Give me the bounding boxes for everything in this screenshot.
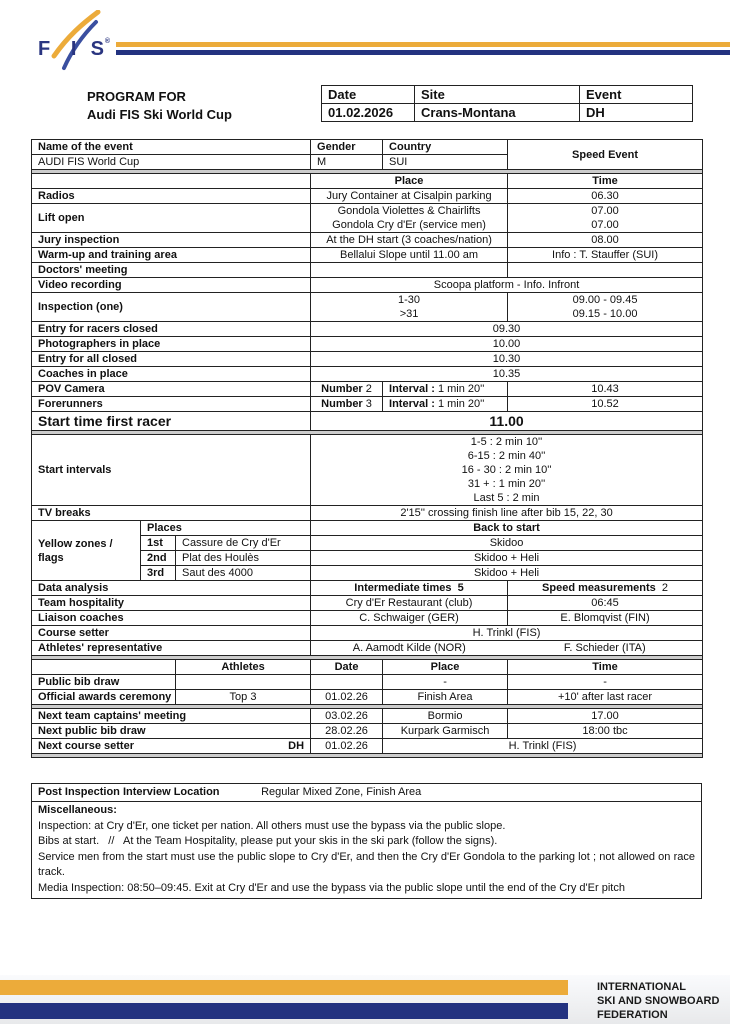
zone-place: Cassure de Cry d'Er <box>176 536 311 551</box>
row-time: 17.00 <box>508 709 703 724</box>
table-row <box>32 233 703 248</box>
country-value: SUI <box>383 155 508 170</box>
event-name-value: AUDI FIS World Cup <box>32 155 311 170</box>
table-row <box>32 322 703 337</box>
row-time: 18:00 tbc <box>508 724 703 739</box>
row-label: Public bib draw <box>32 675 176 690</box>
row-place: Cry d'Er Restaurant (club) <box>311 596 508 611</box>
tv-breaks-label: TV breaks <box>32 506 311 521</box>
misc-line: Service men from the start must use the public slope to Cry d'Er, and then the Cry d'Er Gondola to the parking lot ; not allowed on race track. <box>38 850 695 878</box>
date-header: Date <box>311 660 383 675</box>
schedule-header-row <box>32 174 703 189</box>
table-row <box>32 397 703 412</box>
row-place: Finish Area <box>383 690 508 705</box>
tv-breaks-row <box>32 506 703 521</box>
table-row <box>32 263 703 278</box>
row-label: Doctors' meeting <box>32 263 311 278</box>
row-label: Inspection (one) <box>32 293 311 322</box>
zone-rank: 3rd <box>141 566 176 581</box>
athletes-rep-1: A. Aamodt Kilde (NOR) <box>311 641 508 656</box>
intermediate-value: 5 <box>457 582 464 594</box>
place-header: Place <box>383 660 508 675</box>
row-time: +10' after last racer <box>508 690 703 705</box>
inspection-group-1: 1-30 <box>398 294 421 306</box>
athletes-header <box>176 660 311 675</box>
lift-place-1: Gondola Violettes & Chairlifts <box>337 205 481 217</box>
data-analysis-row <box>32 581 703 596</box>
header-gold-stripe <box>116 42 730 47</box>
separator <box>32 754 703 758</box>
speed-measurements <box>508 581 703 596</box>
table-row <box>32 367 703 382</box>
footer-gold-stripe <box>0 980 568 995</box>
table-row <box>32 278 703 293</box>
row-place: - <box>383 675 508 690</box>
number-label: Number <box>321 398 363 410</box>
row-label: Radios <box>32 189 311 204</box>
blank-cell <box>32 660 176 675</box>
start-time-row <box>32 412 703 431</box>
row-label: Entry for all closed <box>32 352 311 367</box>
table-row <box>32 641 703 656</box>
table-row <box>32 204 703 233</box>
row-label <box>32 739 311 754</box>
row-place: Bormio <box>383 709 508 724</box>
event-info-header-row <box>32 140 703 155</box>
athletes-header-text: Athletes <box>221 661 265 673</box>
row-time: 06.30 <box>508 189 703 204</box>
row-name: H. Trinkl (FIS) <box>383 739 703 754</box>
table-row <box>32 690 703 705</box>
federation-line-3: FEDERATION <box>597 1009 668 1021</box>
row-date: 28.02.26 <box>311 724 383 739</box>
row-athletes: Top 3 <box>176 690 311 705</box>
time-header: Time <box>508 660 703 675</box>
federation-name <box>597 980 719 1022</box>
title-line-1: PROGRAM FOR <box>87 89 186 104</box>
interval-item: 31 + : 1 min 20'' <box>467 478 546 490</box>
number-value: 2 <box>365 383 372 395</box>
table-row <box>32 739 703 754</box>
zone-back: Skidoo <box>311 536 703 551</box>
event-type: Speed Event <box>508 140 703 170</box>
logo-letter-s: S <box>90 38 105 60</box>
misc-heading: Miscellaneous: <box>38 804 117 816</box>
event-value: DH <box>580 104 693 122</box>
table-row <box>32 337 703 352</box>
federation-line-1: INTERNATIONAL <box>597 981 687 993</box>
row-date: 01.02.26 <box>311 690 383 705</box>
footer-blue-stripe <box>0 1003 568 1019</box>
row-time: 08.00 <box>508 233 703 248</box>
registered-mark: ® <box>104 38 112 45</box>
date-label: Date <box>322 86 415 104</box>
site-value: Crans-Montana <box>415 104 580 122</box>
row-place <box>311 293 508 322</box>
row-time: 10.43 <box>508 382 703 397</box>
interval-item: 16 - 30 : 2 min 10'' <box>461 464 552 476</box>
misc-body <box>32 802 701 898</box>
date-value: 01.02.2026 <box>322 104 415 122</box>
tv-breaks-value: 2'15'' crossing finish line after bib 15, 22, 30 <box>311 506 703 521</box>
inspection-time-1: 09.00 - 09.45 <box>572 294 638 306</box>
zone-place: Saut des 4000 <box>176 566 311 581</box>
event-label: Event <box>580 86 693 104</box>
table-row <box>32 596 703 611</box>
time-header: Time <box>508 174 703 189</box>
gender-value: M <box>311 155 383 170</box>
post-inspection-label: Post Inspection Interview Location <box>38 786 220 798</box>
place-header: Place <box>311 174 508 189</box>
gender-label: Gender <box>311 140 383 155</box>
row-place <box>311 263 508 278</box>
table-row <box>32 709 703 724</box>
row-time <box>508 204 703 233</box>
intermediate-times <box>311 581 508 596</box>
table-row <box>32 352 703 367</box>
misc-line: Inspection: at Cry d'Er, one ticket per nation. All others must use the bypass via the public slope. <box>38 819 506 832</box>
misc-line: Bibs at start. // At the Team Hospitality, please put your skis in the ski park (follow the signs). <box>38 835 498 847</box>
row-time: - <box>508 675 703 690</box>
forerunners-number <box>311 397 383 412</box>
number-value: 3 <box>365 398 372 410</box>
next-course-setter-discipline: DH <box>288 740 305 752</box>
table-row <box>32 675 703 690</box>
row-label: Athletes' representative <box>32 641 311 656</box>
next-course-setter-label: Next course setter <box>38 740 134 752</box>
row-value: Scoopa platform - Info. Infront <box>311 278 703 293</box>
ceremonies-header-row <box>32 660 703 675</box>
event-header-table <box>321 85 693 122</box>
row-time: Info : T. Stauffer (SUI) <box>508 248 703 263</box>
places-header: Places <box>141 521 311 536</box>
zone-back: Skidoo + Heli <box>311 566 703 581</box>
intermediate-label: Intermediate times <box>354 582 452 594</box>
row-label: Team hospitality <box>32 596 311 611</box>
row-label: POV Camera <box>32 382 311 397</box>
row-place: Jury Container at Cisalpin parking <box>311 189 508 204</box>
post-inspection-row <box>32 784 701 802</box>
row-label: Next public bib draw <box>32 724 311 739</box>
back-to-start-header: Back to start <box>311 521 703 536</box>
row-label: Coaches in place <box>32 367 311 382</box>
row-time: 10.30 <box>311 352 703 367</box>
row-label: Lift open <box>32 204 311 233</box>
interval-item: Last 5 : 2 min <box>473 492 540 504</box>
interval-value: 1 min 20'' <box>437 398 485 410</box>
row-place: At the DH start (3 coaches/nation) <box>311 233 508 248</box>
program-title <box>87 88 232 124</box>
pov-interval <box>383 382 508 397</box>
row-place: Kurpark Garmisch <box>383 724 508 739</box>
title-line-2: Audi FIS Ski World Cup <box>87 107 232 122</box>
start-intervals-list <box>311 435 703 506</box>
speed-value: 2 <box>661 582 669 594</box>
federation-line-2: SKI AND SNOWBOARD <box>597 995 720 1007</box>
start-time-value: 11.00 <box>311 412 703 431</box>
row-time: 06:45 <box>508 596 703 611</box>
row-label: Forerunners <box>32 397 311 412</box>
interval-item: 1-5 : 2 min 10'' <box>470 436 543 448</box>
row-time: 10.52 <box>508 397 703 412</box>
fis-logo <box>34 10 114 72</box>
logo-letter-i: I <box>70 38 78 60</box>
row-athletes <box>176 675 311 690</box>
table-row <box>32 626 703 641</box>
event-name-label: Name of the event <box>32 140 311 155</box>
pov-number <box>311 382 383 397</box>
interval-value: 1 min 20'' <box>437 383 485 395</box>
lift-place-2: Gondola Cry d'Er (service men) <box>332 219 486 231</box>
row-date: 01.02.26 <box>311 739 383 754</box>
row-time: 10.35 <box>311 367 703 382</box>
start-intervals-label: Start intervals <box>32 435 311 506</box>
logo-letters <box>38 38 111 61</box>
inspection-group-2: >31 <box>399 308 419 320</box>
row-label: Photographers in place <box>32 337 311 352</box>
table-row <box>32 189 703 204</box>
row-time <box>508 293 703 322</box>
inspection-time-2: 09.15 - 10.00 <box>572 308 638 320</box>
lift-time-1: 07.00 <box>591 205 619 217</box>
misc-section <box>31 783 702 899</box>
row-date: 03.02.26 <box>311 709 383 724</box>
table-row <box>32 248 703 263</box>
row-time <box>508 263 703 278</box>
zone-back: Skidoo + Heli <box>311 551 703 566</box>
course-setter-value: H. Trinkl (FIS) <box>311 626 703 641</box>
logo-letter-f: F <box>38 38 52 60</box>
row-label: Course setter <box>32 626 311 641</box>
program-table <box>31 139 703 758</box>
row-date <box>311 675 383 690</box>
header-blue-stripe <box>116 50 730 55</box>
zone-rank: 1st <box>141 536 176 551</box>
row-label: Next team captains' meeting <box>32 709 311 724</box>
table-row <box>32 611 703 626</box>
row-time: 09.30 <box>311 322 703 337</box>
blank-cell <box>32 174 311 189</box>
yellow-zones-header-row <box>32 521 703 536</box>
row-label: Data analysis <box>32 581 311 596</box>
zone-rank: 2nd <box>141 551 176 566</box>
forerunners-interval <box>383 397 508 412</box>
row-time: 10.00 <box>311 337 703 352</box>
row-label: Official awards ceremony <box>32 690 176 705</box>
zone-place: Plat des Houlès <box>176 551 311 566</box>
yellow-zones-label-line-2: flags <box>38 551 64 564</box>
liaison-coach-2: E. Blomqvist (FIN) <box>508 611 703 626</box>
interval-label: Interval : <box>389 398 435 410</box>
row-label: Entry for racers closed <box>32 322 311 337</box>
start-intervals-row <box>32 435 703 506</box>
country-label: Country <box>383 140 508 155</box>
athletes-rep-2: F. Schieder (ITA) <box>508 641 703 656</box>
liaison-coach-1: C. Schwaiger (GER) <box>311 611 508 626</box>
start-time-label: Start time first racer <box>32 412 311 431</box>
site-label: Site <box>415 86 580 104</box>
table-row <box>32 724 703 739</box>
row-label: Warm-up and training area <box>32 248 311 263</box>
number-label: Number <box>321 383 363 395</box>
interval-item: 6-15 : 2 min 40'' <box>467 450 546 462</box>
post-inspection-value: Regular Mixed Zone, Finish Area <box>261 786 422 798</box>
interval-label: Interval : <box>389 383 435 395</box>
yellow-zones-label <box>32 521 141 581</box>
row-label: Jury inspection <box>32 233 311 248</box>
table-row <box>32 382 703 397</box>
yellow-zones-label-line-1: Yellow zones / <box>38 537 113 550</box>
speed-label: Speed measurements <box>542 582 656 594</box>
lift-time-2: 07.00 <box>591 219 619 231</box>
row-place: Bellalui Slope until 11.00 am <box>311 248 508 263</box>
row-label: Video recording <box>32 278 311 293</box>
misc-line: Media Inspection: 08:50–09:45. Exit at Cry d'Er and use the bypass via the public slope until the end of the Cry d'Er pitch <box>38 881 625 894</box>
table-row <box>32 293 703 322</box>
row-place <box>311 204 508 233</box>
row-label: Liaison coaches <box>32 611 311 626</box>
